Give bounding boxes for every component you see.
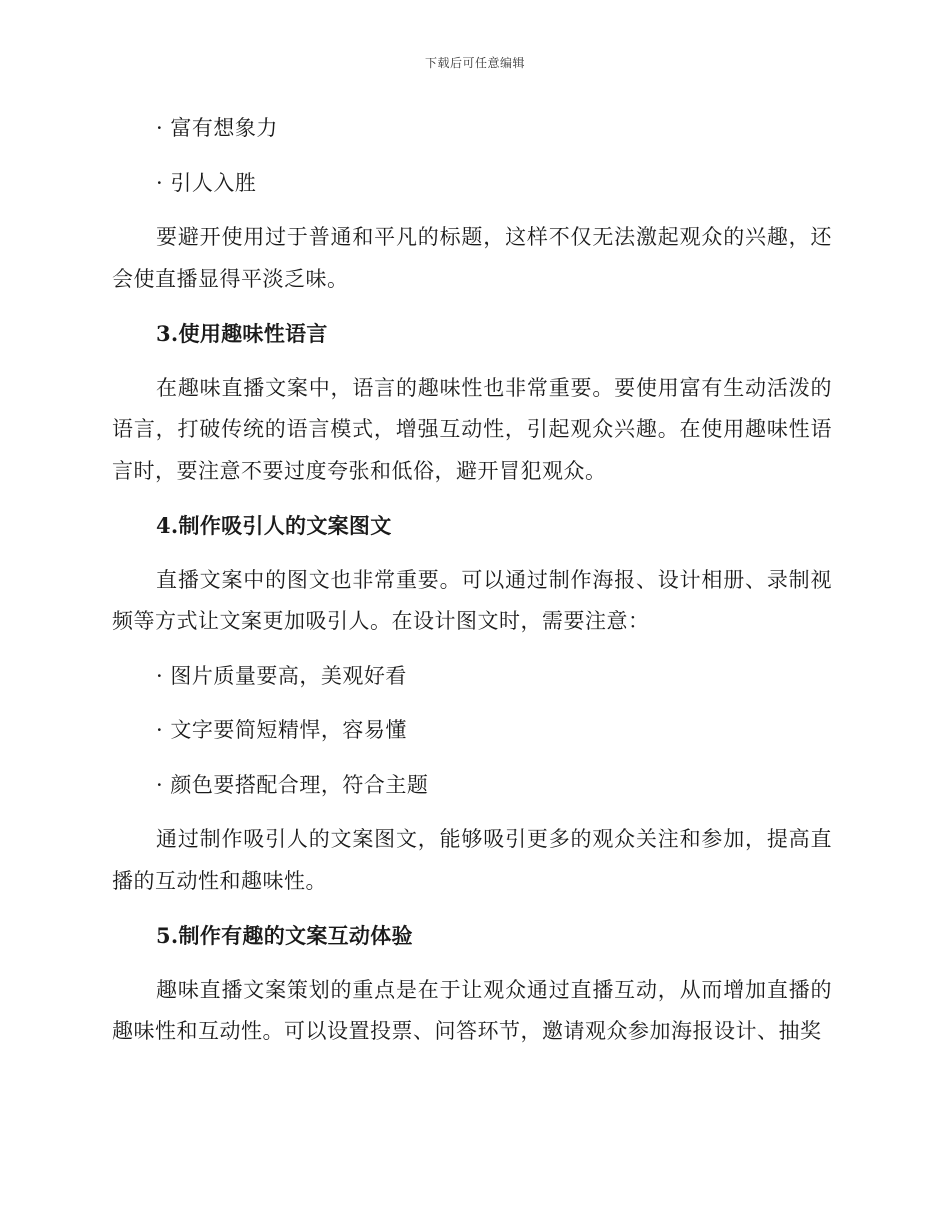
section-heading: 4.制作吸引人的文案图文 <box>156 513 392 538</box>
bullet-item: · 图片质量要高，美观好看 <box>156 663 407 688</box>
section-heading: 3.使用趣味性语言 <box>156 321 328 346</box>
section-heading: 5.制作有趣的文案互动体验 <box>156 923 413 948</box>
page-header: 下载后可任意编辑 <box>424 56 525 70</box>
document-body <box>112 108 832 1066</box>
bullet-item: · 富有想象力 <box>156 116 278 140</box>
paragraph: 通过制作吸引人的文案图文，能够吸引更多的观众关注和参加，提高直播的互动性和趣味性。 <box>112 827 832 893</box>
paragraph: 趣味直播文案策划的重点是在于让观众通过直播互动，从而增加直播的趣味性和互动性。可以设置投票、问答环节，邀请观众参加海报设计、抽奖 <box>112 977 832 1043</box>
paragraph: 直播文案中的图文也非常重要。可以通过制作海报、设计相册、录制视频等方式让文案更加吸引人。在设计图文时，需要注意： <box>112 567 832 633</box>
bullet-item: · 文字要简短精悍，容易懂 <box>156 718 407 742</box>
bullet-item: · 引人入胜 <box>156 170 257 195</box>
bullet-item: · 颜色要搭配合理，符合主题 <box>156 772 429 797</box>
paragraph: 要避开使用过于普通和平凡的标题，这样不仅无法激起观众的兴趣，还会使直播显得平淡乏味。 <box>112 225 832 291</box>
paragraph: 在趣味直播文案中，语言的趣味性也非常重要。要使用富有生动活泼的语言，打破传统的语言模式，增强互动性，引起观众兴趣。在使用趣味性语言时，要注意不要过度夸张和低俗，避开冒犯观众。 <box>112 375 832 483</box>
